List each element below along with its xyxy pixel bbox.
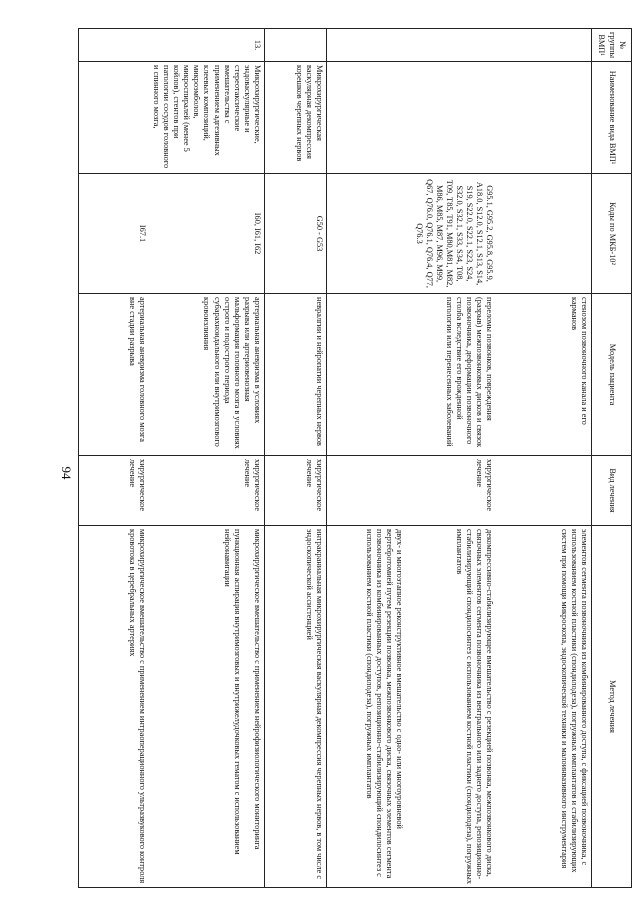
cell-model: невралгии и нейропатии черепных нервов	[265, 294, 327, 456]
page-number: 94	[59, 466, 74, 480]
table-row	[407, 29, 497, 888]
header-type: Вид лечения	[592, 456, 632, 526]
cell-name	[79, 62, 149, 174]
cell-codes: I67.1	[79, 174, 149, 294]
cell-name	[407, 62, 497, 174]
treatment-table	[78, 28, 632, 888]
cell-model	[327, 294, 407, 456]
cell-group	[327, 29, 407, 62]
cell-name: Микрохирургические, эндоваскулярные и стереотаксические вмешательства с применением адгезивных клеевых композиций, микроэмболов, микроспиралей (менее 5 койлов), стентов при патологии сосудов головного и спинного мозга,	[149, 62, 265, 174]
cell-model: артериальная аневризма в условиях разрыва или артериовенозная мальформация головного мозга в условиях острого и подострого периода субарахноидального или внутримозгового кровоизлияния	[149, 294, 265, 456]
cell-codes: G50 - G53	[265, 174, 327, 294]
cell-method: микрохирургическое вмешательство с применением интраоперационного ультразвукового контроля кровотока в церебральных артериях	[79, 526, 149, 888]
cell-name	[327, 62, 407, 174]
cell-group	[79, 29, 149, 62]
header-codes: Коды по МКБ-10²	[592, 174, 632, 294]
cell-method: двух- и многоэтапное реконструктивное вмешательство с одно- или многоуровневой вертебротомией путем резекции позвонка, межпозвонкового диска, связочных элементов сегмента позвоночника из комбинированных доступов, репозиционно-стабилизирующий спондилосинтез с использованием костной пластики (спондилодеза), погружных имплантатов	[327, 526, 407, 888]
cell-group	[407, 29, 497, 62]
header-name: Наименование вида ВМП¹	[592, 62, 632, 174]
cell-model: переломы позвонков, повреждения (разрыв) межпозвонковых дисков и связок позвоночника, деформации позвоночного столба вследствие его врожденной патологии или перенесенных заболеваний	[407, 294, 497, 456]
cell-type: хирургическое лечение	[149, 456, 265, 526]
cell-method: микрохирургическое вмешательство с применением нейрофизиологического мониторинга пункционная аспирация внутримозговых и внутрижелудочковых гематом с использованием нейронавигации	[149, 526, 265, 888]
table-row	[265, 29, 327, 888]
cell-group	[497, 29, 592, 62]
cell-method: интракраниальная микрохирургическая васкулярная декомпрессия черепных нервов, в том числе с эндоскопической ассистенцией	[265, 526, 327, 888]
cell-method: декомпрессивно-стабилизирующее вмешательство с резекцией позвонка, межпозвонкового диска, связочных элементов сегмента позвоночника из вентрального или заднего доступа, репозиционно-стабилизирующий спондилосинтез с использованием костной пластики (спондилодеза), погружных имплантатов	[407, 526, 497, 888]
cell-codes	[497, 174, 592, 294]
cell-group: 13.	[149, 29, 265, 62]
header-row	[592, 29, 632, 888]
cell-method: элементов сегмента позвоночника из комбинированного доступа, с фиксацией позвоночника, с использованием костной пластики (спондилодеза), погружных имплантатов и стабилизирующих систем при помощи микроскопа, эндоскопической техники и малоинвазивного инструментария	[497, 526, 592, 888]
table-row	[149, 29, 265, 888]
cell-name	[497, 62, 592, 174]
header-group: № группы ВМП¹	[592, 29, 632, 62]
cell-codes: I60, I61, I62	[149, 174, 265, 294]
cell-group	[265, 29, 327, 62]
cell-model: стенозом позвоночного канала и его карманов	[497, 294, 592, 456]
cell-name: Микрохирургическая васкулярная декомпрессия корешков черепных нервов	[265, 62, 327, 174]
header-method: Метод лечения	[592, 526, 632, 888]
cell-type	[327, 456, 407, 526]
cell-type	[497, 456, 592, 526]
table-row	[79, 29, 149, 888]
cell-type: хирургическое лечение	[407, 456, 497, 526]
cell-codes: G95.1, G95.2, G95.8, G95.9, A18.0, S12.0, S12.1, S13, S14, S19, S22.0, S22.1, S23, S24, S32.0, S32.1, S33, S34, T08, T09, T85, T91, M80,M81, M82, M86, M85, M87, M96, M99, Q67, Q76.0, Q76.1, Q76.4, Q77, Q76.3	[407, 174, 497, 294]
table-row	[497, 29, 592, 888]
table-row	[327, 29, 407, 888]
cell-type: хирургическое лечение	[265, 456, 327, 526]
header-model: Модель пациента	[592, 294, 632, 456]
cell-codes	[327, 174, 407, 294]
cell-type: хирургическое лечение	[79, 456, 149, 526]
cell-model: артериальная аневризма головного мозга вне стадии разрыва	[79, 294, 149, 456]
